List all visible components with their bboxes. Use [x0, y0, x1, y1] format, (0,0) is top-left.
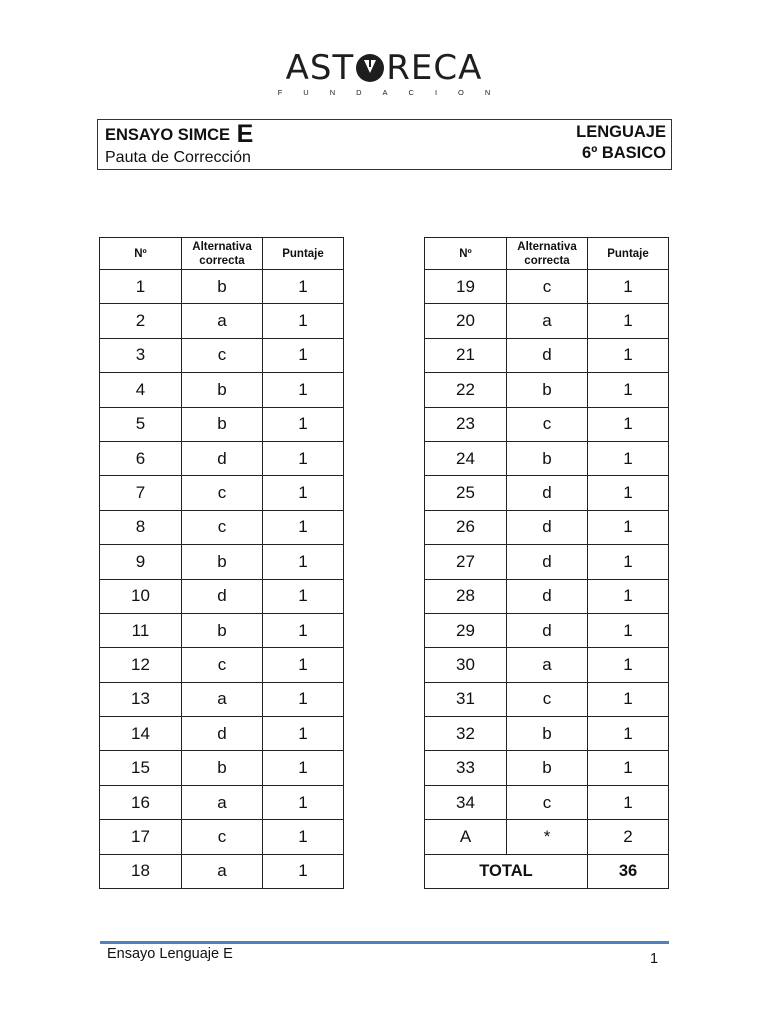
correct-answer-cell: b — [182, 613, 263, 647]
score-cell: 1 — [588, 510, 669, 544]
correct-answer-cell: c — [507, 407, 588, 441]
logo-wordmark — [286, 50, 483, 86]
table-header-row — [100, 238, 344, 270]
question-number-cell: 32 — [425, 717, 507, 751]
correct-answer-cell: d — [507, 545, 588, 579]
score-cell: 1 — [263, 579, 344, 613]
logo-text-end: RECA — [386, 48, 483, 88]
question-number-cell: 23 — [425, 407, 507, 441]
question-number-cell: 17 — [100, 820, 182, 854]
table-row — [100, 373, 344, 407]
score-cell: 1 — [263, 820, 344, 854]
left-table-body — [100, 270, 344, 889]
correct-answer-cell: b — [182, 270, 263, 304]
question-number-cell: 18 — [100, 854, 182, 888]
table-header-row — [425, 238, 669, 270]
question-number-cell: 31 — [425, 682, 507, 716]
correct-answer-cell: d — [507, 613, 588, 647]
header-score: Puntaje — [588, 238, 669, 270]
correct-answer-cell: a — [182, 304, 263, 338]
table-row — [100, 338, 344, 372]
correct-answer-cell: c — [507, 785, 588, 819]
table-row — [100, 613, 344, 647]
correct-answer-cell: d — [182, 441, 263, 475]
score-cell: 1 — [263, 717, 344, 751]
correct-answer-cell: b — [182, 751, 263, 785]
correct-answer-cell: c — [182, 648, 263, 682]
question-number-cell: 10 — [100, 579, 182, 613]
document-header — [97, 119, 672, 170]
question-number-cell: 13 — [100, 682, 182, 716]
correct-answer-cell: d — [507, 579, 588, 613]
exam-title: ENSAYO SIMCE — [105, 126, 231, 144]
header-left — [105, 122, 253, 168]
table-row — [425, 545, 669, 579]
header-number: Nº — [425, 238, 507, 270]
correct-answer-cell: d — [507, 510, 588, 544]
question-number-cell: 12 — [100, 648, 182, 682]
correct-answer-cell: a — [182, 785, 263, 819]
correct-answer-cell: c — [182, 476, 263, 510]
table-row — [425, 648, 669, 682]
score-cell: 1 — [588, 579, 669, 613]
total-value: 36 — [588, 854, 669, 888]
score-cell: 1 — [588, 717, 669, 751]
correct-answer-cell: b — [507, 441, 588, 475]
correct-answer-cell: b — [507, 717, 588, 751]
score-cell: 1 — [588, 785, 669, 819]
score-cell: 1 — [263, 545, 344, 579]
score-cell: 1 — [588, 304, 669, 338]
question-number-cell: 11 — [100, 613, 182, 647]
question-number-cell: 22 — [425, 373, 507, 407]
astoreca-o-icon — [355, 53, 385, 83]
score-cell: 1 — [588, 682, 669, 716]
exam-version-letter: E — [236, 120, 254, 148]
question-number-cell: 2 — [100, 304, 182, 338]
correct-answer-cell: a — [507, 304, 588, 338]
question-number-cell: 20 — [425, 304, 507, 338]
table-row — [425, 476, 669, 510]
question-number-cell: 33 — [425, 751, 507, 785]
question-number-cell: 19 — [425, 270, 507, 304]
score-cell: 2 — [588, 820, 669, 854]
score-cell: 1 — [588, 545, 669, 579]
correct-answer-cell: c — [507, 682, 588, 716]
question-number-cell: 3 — [100, 338, 182, 372]
score-cell: 1 — [588, 407, 669, 441]
question-number-cell: 4 — [100, 373, 182, 407]
correct-answer-cell: c — [182, 338, 263, 372]
total-row — [425, 854, 669, 888]
score-cell: 1 — [263, 338, 344, 372]
score-cell: 1 — [588, 373, 669, 407]
correct-answer-cell: a — [507, 648, 588, 682]
score-cell: 1 — [588, 338, 669, 372]
table-row — [425, 717, 669, 751]
score-cell: 1 — [263, 854, 344, 888]
answer-key-table-right — [424, 237, 669, 889]
page-number: 1 — [650, 951, 659, 967]
score-cell: 1 — [588, 613, 669, 647]
question-number-cell: 25 — [425, 476, 507, 510]
table-row — [425, 373, 669, 407]
correct-answer-cell: * — [507, 820, 588, 854]
question-number-cell: 27 — [425, 545, 507, 579]
logo-text-start: AST — [285, 48, 355, 88]
score-cell: 1 — [263, 407, 344, 441]
table-row — [425, 820, 669, 854]
score-cell: 1 — [263, 441, 344, 475]
score-cell: 1 — [588, 476, 669, 510]
score-cell: 1 — [263, 648, 344, 682]
table-row — [100, 510, 344, 544]
table-row — [425, 510, 669, 544]
header-score: Puntaje — [263, 238, 344, 270]
table-row — [425, 682, 669, 716]
table-row — [100, 682, 344, 716]
correct-answer-cell: d — [507, 338, 588, 372]
table-row — [425, 579, 669, 613]
correct-answer-cell: a — [182, 682, 263, 716]
score-cell: 1 — [263, 613, 344, 647]
subject-label: LENGUAJE — [576, 123, 666, 141]
table-row — [425, 751, 669, 785]
question-number-cell: 6 — [100, 441, 182, 475]
right-table-body — [425, 270, 669, 889]
table-row — [425, 613, 669, 647]
score-cell: 1 — [588, 751, 669, 785]
correct-answer-cell: d — [182, 579, 263, 613]
correct-answer-cell: a — [182, 854, 263, 888]
table-row — [425, 270, 669, 304]
correct-answer-cell: d — [507, 476, 588, 510]
header-number: Nº — [100, 238, 182, 270]
table-row — [100, 441, 344, 475]
table-row — [100, 270, 344, 304]
answer-key-table-left — [99, 237, 344, 889]
table-row — [425, 441, 669, 475]
correct-answer-cell: c — [507, 270, 588, 304]
score-cell: 1 — [588, 441, 669, 475]
footer-divider — [100, 941, 669, 944]
table-row — [100, 751, 344, 785]
question-number-cell: 8 — [100, 510, 182, 544]
correct-answer-cell: b — [182, 373, 263, 407]
header-right — [576, 122, 666, 164]
score-cell: 1 — [588, 648, 669, 682]
header-correct-alternative: Alternativa correcta — [507, 238, 588, 270]
question-number-cell: 30 — [425, 648, 507, 682]
table-row — [425, 304, 669, 338]
exam-title-line — [105, 122, 253, 147]
table-row — [425, 338, 669, 372]
total-label: TOTAL — [425, 854, 588, 888]
table-row — [425, 785, 669, 819]
score-cell: 1 — [263, 373, 344, 407]
question-number-cell: 7 — [100, 476, 182, 510]
score-cell: 1 — [588, 270, 669, 304]
score-cell: 1 — [263, 304, 344, 338]
header-correct-alternative: Alternativa correcta — [182, 238, 263, 270]
table-row — [100, 304, 344, 338]
correct-answer-cell: b — [182, 407, 263, 441]
score-cell: 1 — [263, 785, 344, 819]
question-number-cell: 14 — [100, 717, 182, 751]
correct-answer-cell: c — [182, 510, 263, 544]
question-number-cell: 29 — [425, 613, 507, 647]
table-row — [100, 785, 344, 819]
score-cell: 1 — [263, 476, 344, 510]
question-number-cell: 16 — [100, 785, 182, 819]
exam-subtitle: Pauta de Corrección — [105, 149, 251, 166]
question-number-cell: 1 — [100, 270, 182, 304]
correct-answer-cell: c — [182, 820, 263, 854]
grade-label: 6º BASICO — [582, 144, 666, 162]
correct-answer-cell: b — [182, 545, 263, 579]
correct-answer-cell: b — [507, 373, 588, 407]
table-row — [100, 820, 344, 854]
correct-answer-cell: b — [507, 751, 588, 785]
correct-answer-cell: d — [182, 717, 263, 751]
table-row — [100, 407, 344, 441]
score-cell: 1 — [263, 510, 344, 544]
table-row — [100, 648, 344, 682]
question-number-cell: 9 — [100, 545, 182, 579]
table-row — [100, 854, 344, 888]
question-number-cell: 34 — [425, 785, 507, 819]
table-row — [100, 545, 344, 579]
question-number-cell: 5 — [100, 407, 182, 441]
astoreca-logo — [0, 50, 768, 97]
question-number-cell: 21 — [425, 338, 507, 372]
table-row — [100, 717, 344, 751]
table-row — [100, 579, 344, 613]
question-number-cell: 28 — [425, 579, 507, 613]
score-cell: 1 — [263, 751, 344, 785]
table-row — [100, 476, 344, 510]
question-number-cell: A — [425, 820, 507, 854]
logo-subtitle: FUNDACION — [277, 88, 512, 97]
score-cell: 1 — [263, 682, 344, 716]
footer-document-name: Ensayo Lenguaje E — [107, 946, 233, 962]
question-number-cell: 26 — [425, 510, 507, 544]
question-number-cell: 24 — [425, 441, 507, 475]
score-cell: 1 — [263, 270, 344, 304]
table-row — [425, 407, 669, 441]
question-number-cell: 15 — [100, 751, 182, 785]
